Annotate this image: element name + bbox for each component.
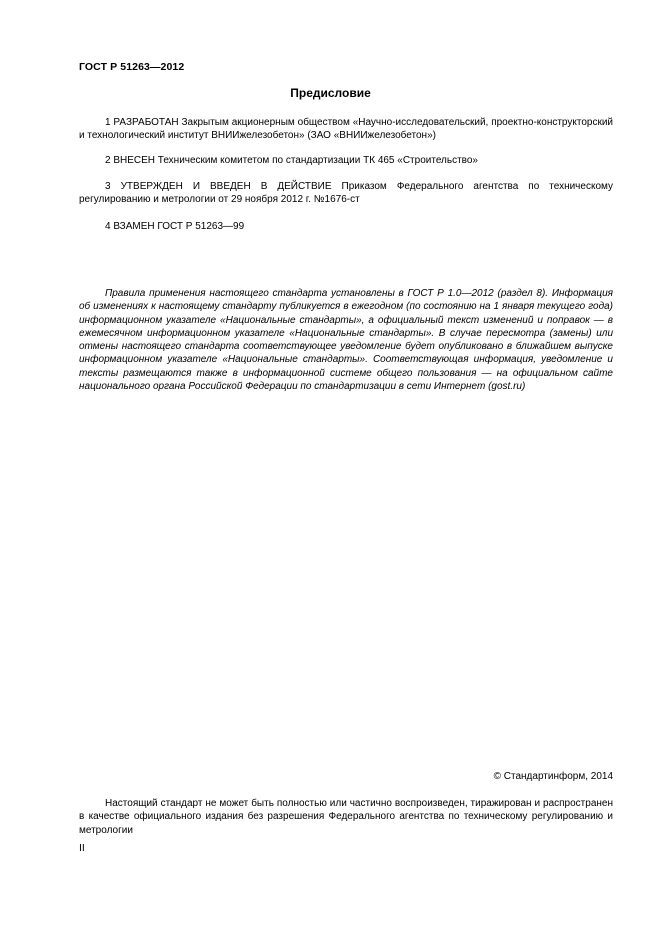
- preface-item-approved: 3 УТВЕРЖДЕН И ВВЕДЕН В ДЕЙСТВИЕ Приказом Федерального агентства по техническому регулированию и метрологии от 29 ноября 2012 г. №1676-ст: [79, 181, 613, 206]
- page-number: II: [79, 842, 85, 854]
- reproduction-notice: Настоящий стандарт не может быть полностью или частично воспроизведен, тиражирован и распространен в качестве официального издания без разрешения Федерального агентства по техническому регулированию и метрологии: [79, 798, 613, 836]
- standard-designation: ГОСТ Р 51263—2012: [79, 61, 185, 73]
- copyright-line: © Стандартинформ, 2014: [493, 771, 613, 782]
- preface-item-developed: 1 РАЗРАБОТАН Закрытым акционерным обществом «Научно-исследовательский, проектно-конструкторский и технологический институт ВНИИжелезобетон» (ЗАО «ВНИИжелезобетон»): [79, 117, 613, 142]
- preface-item-replaces: 4 ВЗАМЕН ГОСТ Р 51263—99: [105, 221, 245, 232]
- page-title: Предисловие: [290, 86, 371, 100]
- application-rules-notice: Правила применения настоящего стандарта установлены в ГОСТ Р 1.0—2012 (раздел 8). Информация об изменениях к настоящему стандарту публикуется в ежегодном (по состоянию на 1 января текущего года) информационном указателе «Национальные стандарты», а официальный текст изменений и поправок — в ежемесячном информационном указателе «Национальные стандарты». В случае пересмотра (замены) или отмены настоящего стандарта соответствующее уведомление будет опубликовано в ближайшем выпуске информационном указателе «Национальные стандарты». Соответствующая информация, уведомление и тексты размещаются также в информационной системе общего пользования — на официальном сайте национального органа Российской Федерации по стандартизации в сети Интернет (gost.ru): [79, 288, 613, 393]
- preface-item-introduced: 2 ВНЕСЕН Техническим комитетом по стандартизации ТК 465 «Строительство»: [105, 155, 478, 166]
